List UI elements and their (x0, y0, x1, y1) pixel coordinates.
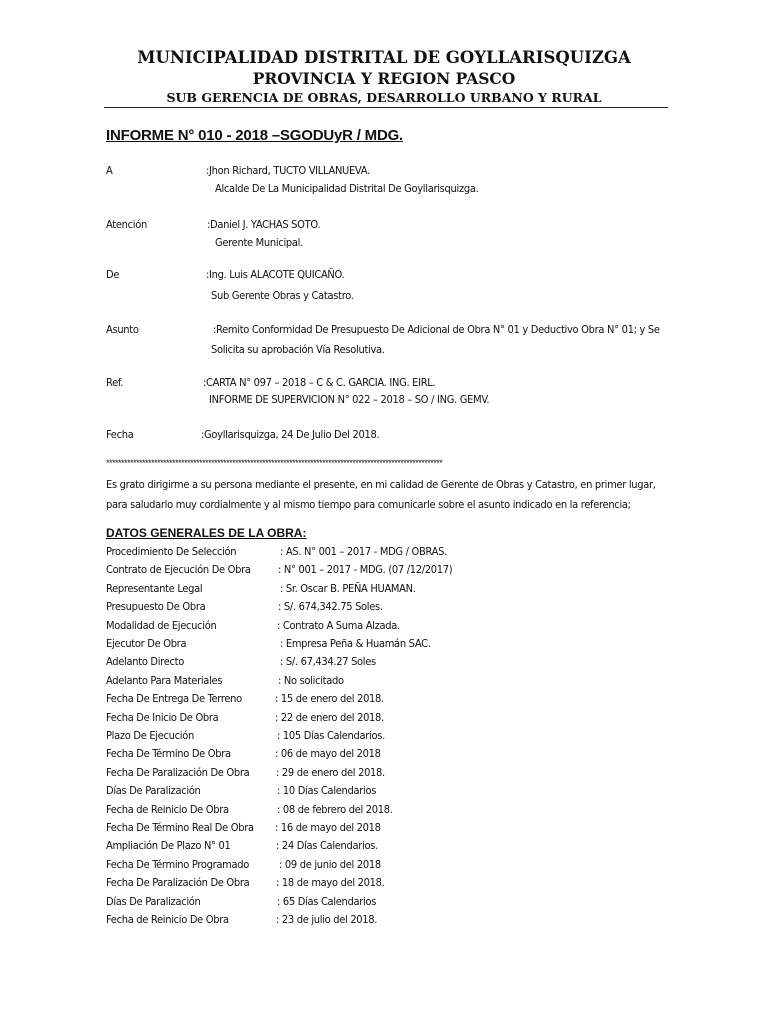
data-row (0, 876, 768, 893)
data-row-value: : 105 Días Calendarios. (277, 729, 385, 742)
date-label: Fecha (106, 428, 134, 441)
section-title: DATOS GENERALES DE LA OBRA: (106, 526, 307, 540)
data-row (0, 895, 768, 912)
from-label: De (106, 268, 120, 281)
data-row (0, 619, 768, 636)
data-row-label: Días De Paralización (106, 784, 201, 798)
data-row-label: Adelanto Para Materiales (106, 673, 223, 687)
data-row-label: Fecha De Paralización De Obra (106, 765, 250, 779)
data-row-value: : 22 de enero del 2018. (275, 710, 384, 724)
data-row-label: Fecha De Término Programado (106, 857, 249, 871)
data-row-label: Modalidad de Ejecución (106, 618, 217, 632)
to-name: :Jhon Richard, TUCTO VILLANUEVA. (206, 164, 370, 177)
data-row-label: Presupuesto De Obra (106, 600, 206, 614)
from-position: Sub Gerente Obras y Catastro. (211, 289, 354, 302)
report-title: INFORME N° 010 - 2018 –SGODUyR / MDG. (106, 127, 404, 144)
data-row-value: : 24 Días Calendarios. (276, 839, 378, 853)
data-row-value: : 18 de mayo del 2018. (276, 876, 385, 890)
data-row-label: Procedimiento De Selección (106, 545, 237, 558)
data-row-label: Fecha de Reinicio De Obra (106, 913, 229, 926)
to-label: A (106, 164, 113, 177)
subject-line1: :Remito Conformidad De Presupuesto De Adicional de Obra N° 01 y Deductivo Obra N° 01; y Se (213, 323, 660, 336)
separator-line: **************************************************************************************************************** (106, 458, 443, 468)
subject-label: Asunto (106, 323, 139, 336)
data-row (0, 655, 768, 672)
data-row-label: Fecha De Término De Obra (106, 747, 231, 761)
header-municipality: MUNICIPALIDAD DISTRITAL DE GOYLLARISQUIZGA (137, 48, 631, 67)
data-row-label: Fecha de Reinicio De Obra (106, 802, 229, 816)
data-row-value: : 15 de enero del 2018. (275, 692, 384, 706)
data-row (0, 821, 768, 838)
data-row (0, 784, 768, 801)
data-row (0, 637, 768, 654)
data-row-label: Adelanto Directo (106, 655, 184, 669)
reference-label: Ref. (106, 376, 124, 389)
data-row (0, 711, 768, 728)
data-row (0, 729, 768, 746)
attention-name: :Daniel J. YACHAS SOTO. (207, 218, 321, 231)
data-row-value: : Sr. Oscar B. PEÑA HUAMAN. (280, 581, 416, 595)
data-row (0, 600, 768, 617)
data-row (0, 674, 768, 691)
data-row-label: Plazo De Ejecución (106, 729, 194, 742)
data-row (0, 692, 768, 709)
header-divider (104, 107, 668, 108)
intro-line2: para saludarlo muy cordialmente y al mismo tiempo para comunicarle sobre el asunto indicado en la referencia; (106, 498, 631, 511)
data-row-value: : 09 de junio del 2018 (279, 857, 381, 871)
data-row-label: Contrato de Ejecución De Obra (106, 563, 251, 577)
data-row-value: : AS. N° 001 – 2017 - MDG / OBRAS. (280, 545, 447, 558)
from-name: :Ing. Luis ALACOTE QUICAÑO. (206, 268, 345, 281)
subject-line2: Solicita su aprobación Vía Resolutiva. (211, 343, 385, 356)
data-row-value: : 06 de mayo del 2018 (275, 747, 381, 761)
data-row-label: Ejecutor De Obra (106, 637, 187, 650)
data-row-value: : 08 de febrero del 2018. (277, 802, 393, 816)
data-row-label: Ampliación De Plazo N° 01 (106, 839, 231, 853)
data-row-label: Fecha De Paralización De Obra (106, 876, 250, 890)
data-row-value: : 16 de mayo del 2018 (275, 821, 381, 834)
data-row (0, 803, 768, 820)
intro-line1: Es grato dirigirme a su persona mediante el presente, en mi calidad de Gerente de Obras y Catastro, en primer lugar, (106, 478, 656, 491)
to-position: Alcalde De La Municipalidad Distrital De Goyllarisquizga. (215, 182, 479, 195)
data-row-value: : N° 001 – 2017 - MDG. (07 /12/2017) (278, 563, 453, 577)
data-row-label: Días De Paralización (106, 894, 201, 908)
data-row-label: Fecha De Inicio De Obra (106, 710, 219, 724)
data-row-value: : Contrato A Suma Alzada. (277, 618, 400, 632)
data-row-value: : 10 Días Calendarios (277, 784, 377, 798)
data-row-value: : S/. 674,342.75 Soles. (278, 600, 383, 614)
attention-label: Atención (106, 218, 147, 231)
reference-line2: INFORME DE SUPERVICION N° 022 – 2018 – SO / ING. GEMV. (209, 393, 490, 406)
data-row-value: : 29 de enero del 2018. (276, 765, 385, 779)
data-row-value: : Empresa Peña & Huamán SAC. (280, 637, 431, 650)
data-row (0, 913, 768, 930)
attention-position: Gerente Municipal. (215, 236, 303, 249)
data-row (0, 582, 768, 599)
data-row-value: : No solicitado (278, 673, 344, 687)
data-row (0, 563, 768, 580)
data-row-value: : 65 Días Calendarios (277, 894, 377, 908)
data-row-label: Representante Legal (106, 581, 203, 595)
data-row-value: : 23 de julio del 2018. (276, 913, 378, 926)
data-row-value: : S/. 67,434.27 Soles (280, 655, 376, 669)
data-row (0, 839, 768, 856)
header-province: PROVINCIA Y REGION PASCO (252, 69, 516, 88)
data-row-label: Fecha De Entrega De Terreno (106, 692, 242, 706)
data-row-label: Fecha De Término Real De Obra (106, 821, 254, 834)
reference-line1: :CARTA N° 097 – 2018 – C & C. GARCIA. ING. EIRL. (203, 376, 436, 389)
date-value: :Goyllarisquizga, 24 De Julio Del 2018. (201, 428, 380, 441)
data-row (0, 747, 768, 764)
data-row (0, 766, 768, 783)
header-subgerencia: SUB GERENCIA DE OBRAS, DESARROLLO URBANO Y RURAL (166, 90, 602, 105)
data-row (0, 545, 768, 562)
data-row (0, 858, 768, 875)
